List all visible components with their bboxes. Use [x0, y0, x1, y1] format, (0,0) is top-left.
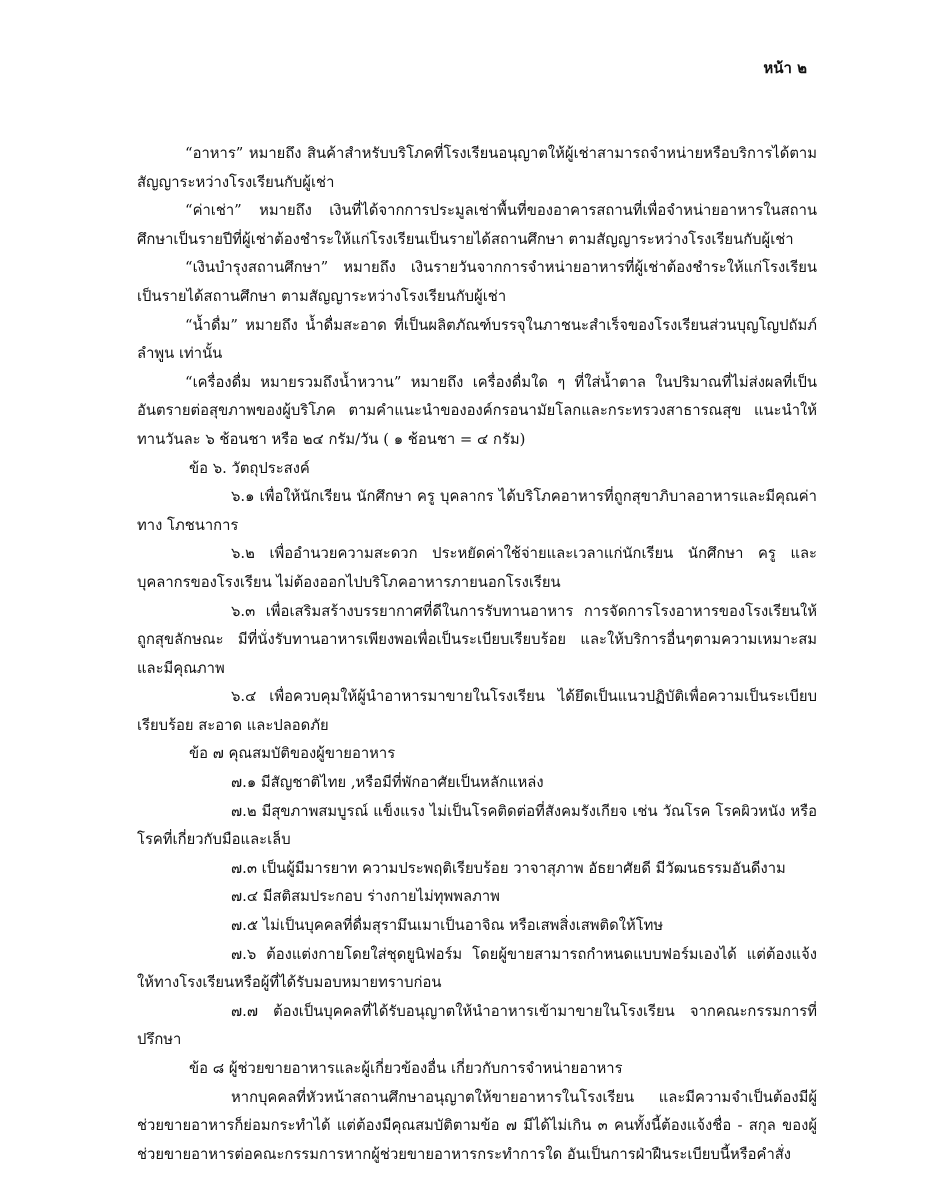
definition-maintenance-fee: “เงินบำรุงสถานศึกษา” หมายถึง เงินรายวันจากการจำหน่ายอาหารที่ผู้เช่าต้องชำระให้แก่โรงเรียนเป็นรายได้สถานศึกษา ตามสัญญาระหว่างโรงเรียนกับผู้เช่า	[137, 259, 817, 305]
definition-beverages: “เครื่องดื่ม หมายรวมถึงน้ำหวาน” หมายถึง เครื่องดื่มใด ๆ ที่ใส่น้ำตาล ในปริมาณที่ไม่ส่งผลที่เป็นอันตรายต่อสุขภาพของผู้บริโภค ตามคำแนะนำขององค์กรอนามัยโลกและกระทรวงสาธารณสุข แนะนำให้ทานวันละ ๖ ช้อนชา หรือ ๒๔ กรัม/วัน ( ๑ ช้อนชา = ๔ กรัม)	[137, 373, 817, 448]
section-heading-7: ข้อ ๗ คุณสมบัติของผู้ขายอาหาร	[189, 745, 396, 763]
page-number: หน้า ๒	[763, 59, 807, 77]
definition-rent: “ค่าเช่า” หมายถึง เงินที่ได้จากการประมูลเช่าพื้นที่ของอาคารสถานที่เพื่อจำหน่ายอาหารในสถานศึกษาเป็นรายปีที่ผู้เช่าต้องชำระให้แก่โรงเรียนเป็นรายได้สถานศึกษา ตามสัญญาระหว่างโรงเรียนกับผู้เช่า	[137, 202, 817, 248]
section-8-body: หากบุคคลที่หัวหน้าสถานศึกษาอนุญาตให้ขายอาหารในโรงเรียน และมีความจำเป็นต้องมีผู้ช่วยขายอาหารก็ย่อมกระทำได้ แต่ต้องมีคุณสมบัติตามข้อ ๗ มีได้ไม่เกิน ๓ คนทั้งนี้ต้องแจ้งชื่อ - สกุล ของผู้ช่วยขายอาหารต่อคณะกรรมการหากผู้ช่วยขายอาหารกระทำการใด อันเป็นการฝ่าฝืนระเบียบนี้หรือคำสั่ง	[137, 1088, 817, 1163]
definition-drinking-water: “น้ำดื่ม” หมายถึง น้ำดื่มสะอาด ที่เป็นผลิตภัณฑ์บรรจุในภาชนะสำเร็จของโรงเรียนส่วนบุญโญปถัมภ์ ลำพูน เท่านั้น	[137, 316, 817, 363]
objective-6-2: ๖.๒ เพื่ออำนวยความสะดวก ประหยัดค่าใช้จ่ายและเวลาแก่นักเรียน นักศึกษา ครู และบุคลากรของโรงเรียน ไม่ต้องออกไปบริโภคอาหารภายนอกโรงเรียน	[137, 545, 817, 591]
objective-6-1: ๖.๑ เพื่อให้นักเรียน นักศึกษา ครู บุคลากร ได้บริโภคอาหารที่ถูกสุขาภิบาลอาหารและมีคุณค่าทาง โภชนาการ	[137, 488, 817, 534]
document-body	[137, 140, 817, 1169]
qualification-7-7: ๗.๗ ต้องเป็นบุคคลที่ได้รับอนุญาตให้นำอาหารเข้ามาขายในโรงเรียน จากคณะกรรมการที่ปรึกษา	[137, 1002, 817, 1049]
qualification-7-6: ๗.๖ ต้องแต่งกายโดยใส่ชุดยูนิฟอร์ม โดยผู้ขายสามารถกำหนดแบบฟอร์มเองได้ แต่ต้องแจ้งให้ทางโรงเรียนหรือผู้ที่ได้รับมอบหมายทราบก่อน	[137, 945, 817, 992]
qualification-7-5: ๗.๕ ไม่เป็นบุคคลที่ดื่มสุรามึนเมาเป็นอาจิณ หรือเสพสิ่งเสพติดให้โทษ	[231, 917, 664, 935]
section-heading-6: ข้อ ๖. วัตถุประสงค์	[189, 459, 310, 477]
objective-6-4: ๖.๔ เพื่อควบคุมให้ผู้นำอาหารมาขายในโรงเรียน ได้ยึดเป็นแนวปฏิบัติเพื่อความเป็นระเบียบเรียบร้อย สะอาด และปลอดภัย	[137, 688, 817, 734]
objective-6-3: ๖.๓ เพื่อเสริมสร้างบรรยากาศที่ดีในการรับทานอาหาร การจัดการโรงอาหารของโรงเรียนให้ถูกสุขลักษณะ มีที่นั่งรับทานอาหารเพียงพอเพื่อเป็นระเบียบเรียบร้อย และให้บริการอื่นๆตามความเหมาะสมและมีคุณภาพ	[137, 602, 817, 677]
definition-food: “อาหาร” หมายถึง สินค้าสำหรับบริโภคที่โรงเรียนอนุญาตให้ผู้เช่าสามารถจำหน่ายหรือบริการได้ตามสัญญาระหว่างโรงเรียนกับผู้เช่า	[137, 145, 817, 191]
qualification-7-4: ๗.๔ มีสติสมประกอบ ร่างกายไม่ทุพพลภาพ	[231, 888, 500, 906]
qualification-7-3: ๗.๓ เป็นผู้มีมารยาท ความประพฤติเรียบร้อย วาจาสุภาพ อัธยาศัยดี มีวัฒนธรรมอันดีงาม	[231, 859, 786, 877]
qualification-7-1: ๗.๑ มีสัญชาติไทย ,หรือมีที่พักอาศัยเป็นหลักแหล่ง	[231, 774, 544, 792]
qualification-7-2: ๗.๒ มีสุขภาพสมบูรณ์ แข็งแรง ไม่เป็นโรคติดต่อที่สังคมรังเกียจ เช่น วัณโรค โรคผิวหนัง หรือโรคที่เกี่ยวกับมือและเล็บ	[137, 802, 817, 849]
section-heading-8: ข้อ ๘ ผู้ช่วยขายอาหารและผู้เกี่ยวข้องอื่น เกี่ยวกับการจำหน่ายอาหาร	[189, 1060, 623, 1077]
